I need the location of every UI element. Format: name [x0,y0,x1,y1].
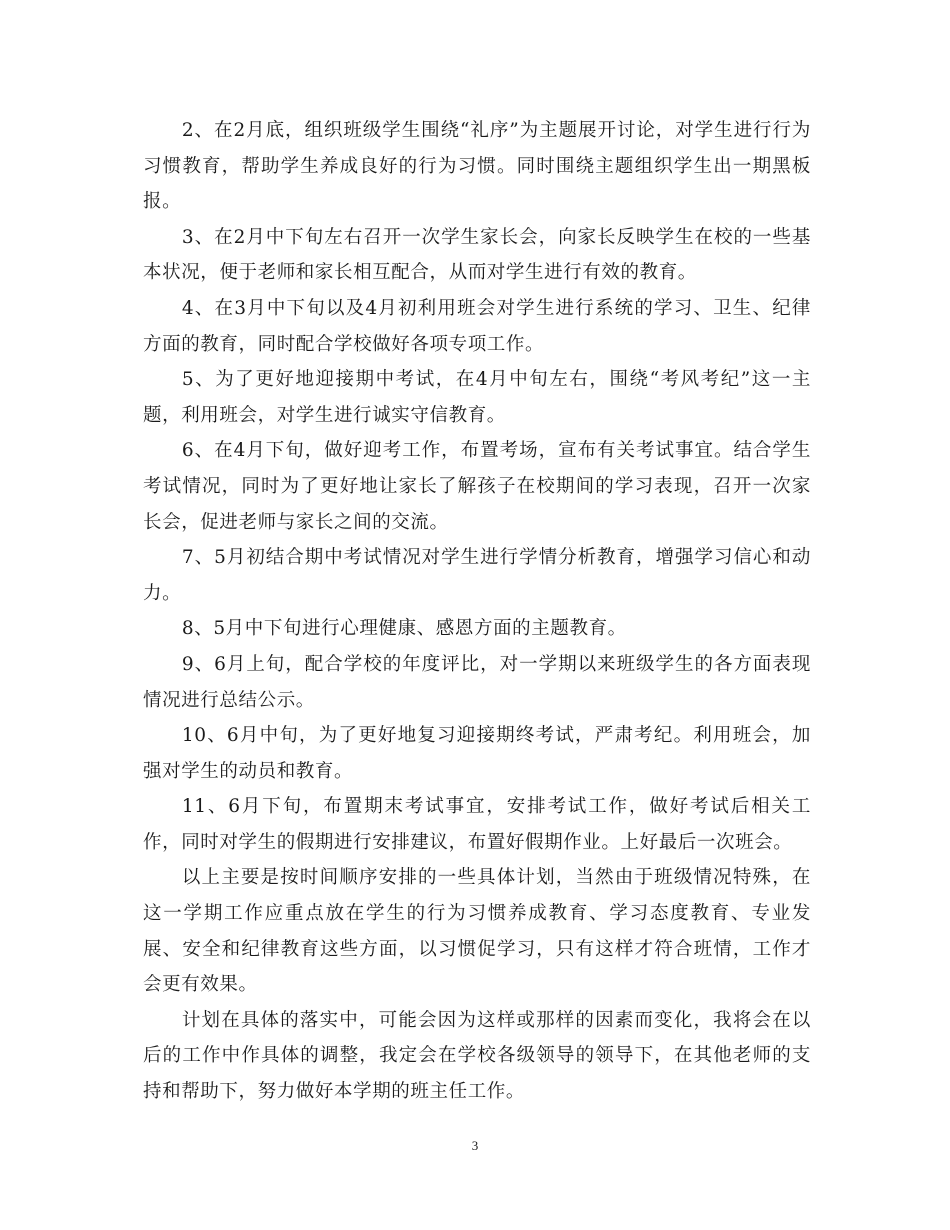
paragraph-item-7: 7、5月初结合期中考试情况对学生进行学情分析教育，增强学习信心和动力。 [143,547,811,604]
paragraph-item-4: 4、在3月中下旬以及4月初利用班会对学生进行系统的学习、卫生、纪律方面的教育，同时配合学校做好各项专项工作。 [143,297,811,355]
paragraph-summary: 以上主要是按时间顺序安排的一些具体计划，当然由于班级情况特殊，在这一学期工作应重点放在学生的行为习惯养成教育、学习态度教育、专业发展、安全和纪律教育这些方面，以习惯促学习，只有这样才符合班情，工作才会更有效果。 [143,867,811,996]
document-body [143,113,811,1110]
paragraph-item-10: 10、6月中旬，为了更好地复习迎接期终考试，严肃考纪。利用班会，加强对学生的动员和教育。 [143,725,811,782]
paragraph-item-9: 9、6月上旬，配合学校的年度评比，对一学期以来班级学生的各方面表现情况进行总结公示。 [143,653,811,711]
paragraph-item-3: 3、在2月中下旬左右召开一次学生家长会，向家长反映学生在校的一些基本状况，便于老师和家长相互配合，从而对学生进行有效的教育。 [143,226,811,284]
paragraph-item-6: 6、在4月下旬，做好迎考工作，布置考场，宣布有关考试事宜。结合学生考试情况，同时为了更好地让家长了解孩子在校期间的学习表现，召开一次家长会，促进老师与家长之间的交流。 [143,440,811,533]
paragraph-item-11: 11、6月下旬，布置期末考试事宜，安排考试工作，做好考试后相关工作，同时对学生的假期进行安排建议，布置好假期作业。上好最后一次班会。 [143,796,811,853]
page-number: 3 [471,1138,479,1153]
paragraph-item-5: 5、为了更好地迎接期中考试，在4月中旬左右，围绕“考风考纪”这一主题，利用班会，对学生进行诚实守信教育。 [143,369,811,426]
paragraph-item-8: 8、5月中下旬进行心理健康、感恩方面的主题教育。 [181,618,627,640]
paragraph-item-2: 2、在2月底，组织班级学生围绕“礼序”为主题展开讨论，对学生进行行为习惯教育，帮助学生养成良好的行为习惯。同时围绕主题组织学生出一期黑板报。 [143,120,811,213]
paragraph-closing: 计划在具体的落实中，可能会因为这样或那样的因素而变化，我将会在以后的工作中作具体的调整，我定会在学校各级领导的领导下，在其他老师的支持和帮助下，努力做好本学期的班主任工作。 [143,1009,811,1103]
